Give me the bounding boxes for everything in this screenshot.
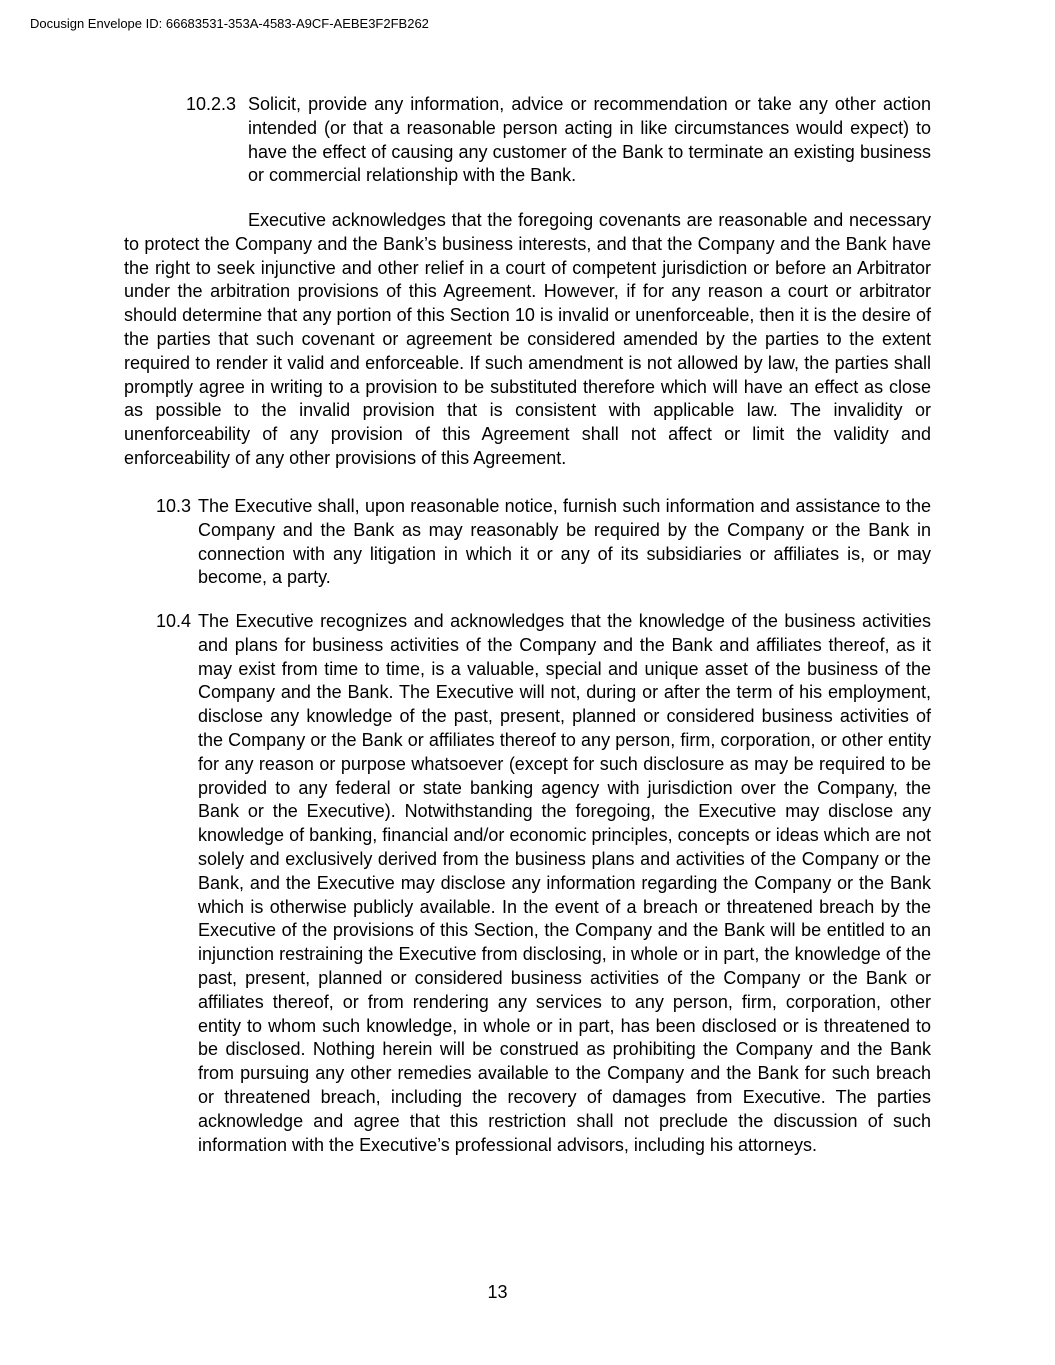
section-number: 10.2.3 <box>186 94 237 114</box>
section-text: Solicit, provide any information, advice or recommendation or take any other action intended (or that a reasonable person acting in like circumstances would expect) to have the effect of causing any customer of the Bank to terminate an existing business or commercial relationship with the Bank. <box>248 94 931 186</box>
paragraph-text: Executive acknowledges that the foregoing covenants are reasonable and necessary to protect the Company and the Bank’s business interests, and that the Company and the Bank have the right to seek injunctive and other relief in a court of competent jurisdiction or before an Arbitrator under the arbitration provisions of this Agreement. However, if for any reason a court or arbitrator should determine that any portion of this Section 10 is invalid or unenforceable, then it is the desire of the parties that such covenant or agreement be considered amended by the parties to the extent required to render it valid and enforceable. If such amendment is not allowed by law, the parties shall promptly agree in writing to a provision to be substituted therefore which will have an effect as close as possible to the invalid provision that is consistent with applicable law. The invalidity or unenforceability of any provision of this Agreement shall not affect or limit the validity and enforceability of any other provisions of this Agreement. <box>124 210 931 468</box>
section-text: The Executive shall, upon reasonable notice, furnish such information and assistance to the Company and the Bank as may reasonably be required by the Company or the Bank in connection with any litigation in which it or any of its subsidiaries or affiliates is, or may become, a party. <box>198 496 931 588</box>
section-10-3 <box>156 495 931 590</box>
section-text: The Executive recognizes and acknowledges that the knowledge of the business activities and plans for business activities of the Company and the Bank and affiliates thereof, as it may exist from time to time, is a valuable, special and unique asset of the business of the Company and the Bank. The Executive will not, during or after the term of his employment, disclose any knowledge of the past, present, planned or considered business activities of the Company or the Bank or affiliates thereof to any person, firm, corporation, or other entity for any reason or purpose whatsoever (except for such disclosure as may be required to be provided to any federal or state banking agency with jurisdiction over the Company, the Bank or the Executive). Notwithstanding the foregoing, the Executive may disclose any knowledge of banking, financial and/or economic principles, concepts or ideas which are not solely and exclusively derived from the business plans and activities of the Company or the Bank, and the Executive may disclose any information regarding the Company or the Bank which is otherwise publicly available. In the event of a breach or threatened breach by the Executive of the provisions of this Section, the Company and the Bank will be entitled to an injunction restraining the Executive from disclosing, in whole or in part, the knowledge of the past, present, planned or considered business activities of the Company or the Bank or affiliates thereof, or from rendering any services to any person, firm, corporation, other entity to whom such knowledge, in whole or in part, has been disclosed or is threatened to be disclosed. Nothing herein will be construed as prohibiting the Company and the Bank from pursuing any other remedies available to the Company and the Bank for such breach or threatened breach, including the recovery of damages from Executive. The parties acknowledge and agree that this restriction shall not preclude the discussion of such information with the Executive’s professional advisors, including his attorneys. <box>198 611 931 1155</box>
acknowledgement-paragraph <box>124 209 931 471</box>
section-number: 10.3 <box>156 496 192 516</box>
section-10-2-3 <box>186 93 931 188</box>
section-number: 10.4 <box>156 611 192 631</box>
page-number: 13 <box>487 1282 508 1302</box>
envelope-id: Docusign Envelope ID: 66683531-353A-4583-A9CF-AEBE3F2FB262 <box>30 16 429 31</box>
section-10-4 <box>156 610 931 1157</box>
